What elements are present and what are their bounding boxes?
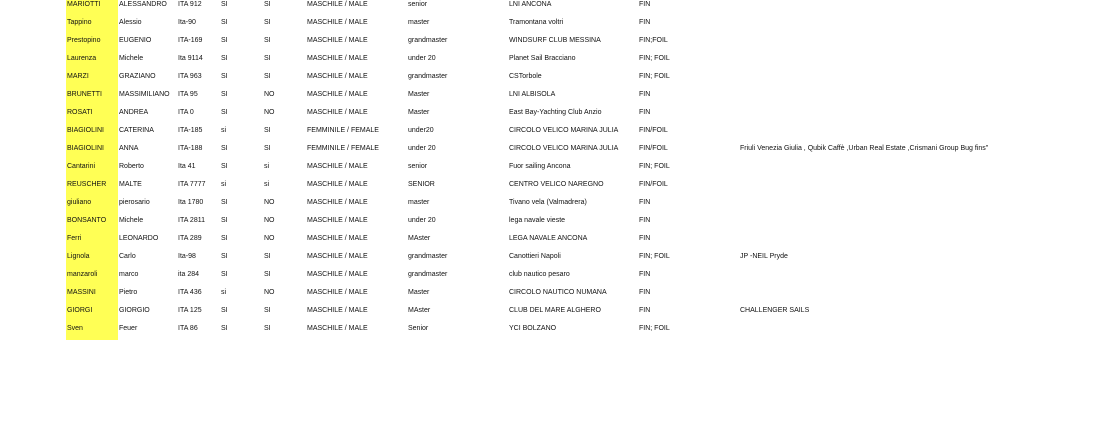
table-row xyxy=(0,304,1110,322)
first-name-cell: EUGENIO xyxy=(119,37,152,44)
table-row xyxy=(0,322,1110,340)
flag-b-cell: si xyxy=(264,181,270,188)
category-cell: under20 xyxy=(408,127,434,134)
first-name-cell: Feuer xyxy=(119,325,138,332)
first-name-cell: pierosario xyxy=(119,199,150,206)
flag-b-cell: NO xyxy=(264,289,275,296)
gender-cell: MASCHILE / MALE xyxy=(307,163,368,170)
sail-number-cell: ITA 0 xyxy=(178,109,194,116)
gender-cell: MASCHILE / MALE xyxy=(307,181,368,188)
surname-cell: MARIOTTI xyxy=(66,0,118,16)
discipline-cell: FIN/FOIL xyxy=(639,181,668,188)
table-row xyxy=(0,178,1110,196)
flag-a-cell: SI xyxy=(221,109,228,116)
club-cell: LEGA NAVALE ANCONA xyxy=(509,235,588,242)
club-cell: CLUB DEL MARE ALGHERO xyxy=(509,307,601,314)
sail-number-cell: Ita-90 xyxy=(178,19,196,26)
table-row xyxy=(0,250,1110,268)
club-cell: Tramontana voltri xyxy=(509,19,564,26)
surname-cell: BIAGIOLINI xyxy=(66,142,118,160)
sail-number-cell: ITA-185 xyxy=(178,127,203,134)
discipline-cell: FIN xyxy=(639,235,651,242)
category-cell: Master xyxy=(408,109,430,116)
first-name-cell: Roberto xyxy=(119,163,144,170)
flag-b-cell: NO xyxy=(264,235,275,242)
table-row xyxy=(0,142,1110,160)
discipline-cell: FIN xyxy=(639,19,651,26)
discipline-cell: FIN xyxy=(639,109,651,116)
table-row xyxy=(0,124,1110,142)
discipline-cell: FIN xyxy=(639,271,651,278)
flag-a-cell: SI xyxy=(221,55,228,62)
club-cell: CENTRO VELICO NAREGNO xyxy=(509,181,604,188)
flag-b-cell: si xyxy=(264,163,270,170)
category-cell: master xyxy=(408,199,430,206)
club-cell: CSTorbole xyxy=(509,73,542,80)
first-name-cell: Alessio xyxy=(119,19,142,26)
gender-cell: FEMMINILE / FEMALE xyxy=(307,127,379,134)
flag-a-cell: SI xyxy=(221,217,228,224)
first-name-cell: CATERINA xyxy=(119,127,154,134)
flag-b-cell: SI xyxy=(264,37,271,44)
flag-b-cell: SI xyxy=(264,145,271,152)
surname-cell: Prestopino xyxy=(66,34,118,52)
sail-number-cell: ITA 289 xyxy=(178,235,202,242)
sponsor-cell: JP -NEIL Pryde xyxy=(740,253,788,260)
sail-number-cell: Ita 1780 xyxy=(178,199,204,206)
table-row xyxy=(0,268,1110,286)
discipline-cell: FIN xyxy=(639,217,651,224)
club-cell: East Bay-Yachting Club Anzio xyxy=(509,109,602,116)
gender-cell: MASCHILE / MALE xyxy=(307,307,368,314)
sail-number-cell: ITA 125 xyxy=(178,307,202,314)
flag-a-cell: SI xyxy=(221,235,228,242)
category-cell: master xyxy=(408,19,430,26)
club-cell: Tivano vela (Valmadrera) xyxy=(509,199,587,206)
gender-cell: MASCHILE / MALE xyxy=(307,73,368,80)
first-name-cell: Michele xyxy=(119,217,144,224)
gender-cell: MASCHILE / MALE xyxy=(307,325,368,332)
surname-cell: REUSCHER xyxy=(66,178,118,196)
flag-a-cell: SI xyxy=(221,307,228,314)
table-row xyxy=(0,196,1110,214)
flag-a-cell: SI xyxy=(221,37,228,44)
surname-cell: GIORGI xyxy=(66,304,118,322)
discipline-cell: FIN;FOIL xyxy=(639,37,668,44)
flag-a-cell: SI xyxy=(221,271,228,278)
gender-cell: FEMMINILE / FEMALE xyxy=(307,145,379,152)
table-row xyxy=(0,106,1110,124)
flag-b-cell: SI xyxy=(264,307,271,314)
gender-cell: MASCHILE / MALE xyxy=(307,289,368,296)
table-row xyxy=(0,232,1110,250)
flag-b-cell: SI xyxy=(264,253,271,260)
discipline-cell: FIN xyxy=(639,1,651,8)
discipline-cell: FIN xyxy=(639,199,651,206)
sail-number-cell: ITA 7777 xyxy=(178,181,206,188)
first-name-cell: GRAZIANO xyxy=(119,73,156,80)
category-cell: grandmaster xyxy=(408,73,448,80)
table-row xyxy=(0,34,1110,52)
category-cell: under 20 xyxy=(408,145,436,152)
surname-cell: giuliano xyxy=(66,196,118,214)
category-cell: Senior xyxy=(408,325,429,332)
surname-cell: Laurenza xyxy=(66,52,118,70)
category-cell: MAster xyxy=(408,307,431,314)
gender-cell: MASCHILE / MALE xyxy=(307,109,368,116)
sail-number-cell: ITA-169 xyxy=(178,37,203,44)
first-name-cell: Carlo xyxy=(119,253,136,260)
sail-number-cell: ITA 963 xyxy=(178,73,202,80)
surname-cell: BRUNETTI xyxy=(66,88,118,106)
discipline-cell: FIN/FOIL xyxy=(639,127,668,134)
gender-cell: MASCHILE / MALE xyxy=(307,235,368,242)
club-cell: LNI ANCONA xyxy=(509,1,552,8)
category-cell: grandmaster xyxy=(408,37,448,44)
surname-cell: Lignola xyxy=(66,250,118,268)
flag-b-cell: SI xyxy=(264,325,271,332)
gender-cell: MASCHILE / MALE xyxy=(307,271,368,278)
flag-a-cell: SI xyxy=(221,145,228,152)
club-cell: CIRCOLO VELICO MARINA JULIA xyxy=(509,127,619,134)
category-cell: senior xyxy=(408,163,428,170)
flag-b-cell: NO xyxy=(264,217,275,224)
flag-a-cell: SI xyxy=(221,325,228,332)
flag-a-cell: SI xyxy=(221,91,228,98)
sponsor-cell: Friuli Venezia Giulia , Qubik Caffè ,Urban Real Estate ,Crismani Group Bug fins" xyxy=(740,145,989,152)
sponsor-cell: CHALLENGER SAILS xyxy=(740,307,810,314)
table-row xyxy=(0,16,1110,34)
surname-cell: Sven xyxy=(66,322,118,340)
flag-b-cell: SI xyxy=(264,73,271,80)
first-name-cell: GIORGIO xyxy=(119,307,150,314)
flag-a-cell: SI xyxy=(221,73,228,80)
sail-number-cell: ITA 2811 xyxy=(178,217,205,224)
flag-a-cell: SI xyxy=(221,19,228,26)
surname-cell: BIAGIOLINI xyxy=(66,124,118,142)
flag-b-cell: SI xyxy=(264,271,271,278)
gender-cell: MASCHILE / MALE xyxy=(307,253,368,260)
flag-a-cell: si xyxy=(221,181,227,188)
flag-a-cell: SI xyxy=(221,163,228,170)
first-name-cell: LEONARDO xyxy=(119,235,159,242)
club-cell: Planet Sail Bracciano xyxy=(509,55,576,62)
gender-cell: MASCHILE / MALE xyxy=(307,199,368,206)
flag-b-cell: NO xyxy=(264,109,275,116)
table-row xyxy=(0,286,1110,304)
sail-number-cell: Ita-98 xyxy=(178,253,196,260)
club-cell: CIRCOLO NAUTICO NUMANA xyxy=(509,289,607,296)
gender-cell: MASCHILE / MALE xyxy=(307,55,368,62)
flag-b-cell: SI xyxy=(264,127,271,134)
surname-cell: Ferri xyxy=(66,232,118,250)
first-name-cell: marco xyxy=(119,271,139,278)
sail-number-cell: Ita 9114 xyxy=(178,55,203,62)
club-cell: LNI ALBISOLA xyxy=(509,91,556,98)
first-name-cell: ALESSANDRO xyxy=(119,1,167,8)
sail-number-cell: ITA-188 xyxy=(178,145,203,152)
discipline-cell: FIN xyxy=(639,91,651,98)
category-cell: under 20 xyxy=(408,55,436,62)
gender-cell: MASCHILE / MALE xyxy=(307,37,368,44)
flag-b-cell: SI xyxy=(264,19,271,26)
discipline-cell: FIN; FOIL xyxy=(639,253,670,260)
first-name-cell: ANNA xyxy=(119,145,139,152)
surname-cell: manzaroli xyxy=(66,268,118,286)
flag-a-cell: SI xyxy=(221,253,228,260)
surname-cell: BONSANTO xyxy=(66,214,118,232)
category-cell: Master xyxy=(408,91,430,98)
club-cell: club nautico pesaro xyxy=(509,271,570,278)
surname-cell: MASSINI xyxy=(66,286,118,304)
surname-cell: MARZI xyxy=(66,70,118,88)
club-cell: lega navale vieste xyxy=(509,217,566,224)
gender-cell: MASCHILE / MALE xyxy=(307,19,368,26)
category-cell: under 20 xyxy=(408,217,436,224)
flag-a-cell: SI xyxy=(221,1,228,8)
first-name-cell: Michele xyxy=(119,55,144,62)
discipline-cell: FIN; FOIL xyxy=(639,163,670,170)
discipline-cell: FIN; FOIL xyxy=(639,55,670,62)
flag-b-cell: SI xyxy=(264,55,271,62)
table-row xyxy=(0,160,1110,178)
flag-b-cell: NO xyxy=(264,91,275,98)
discipline-cell: FIN/FOIL xyxy=(639,145,668,152)
discipline-cell: FIN; FOIL xyxy=(639,325,670,332)
category-cell: SENIOR xyxy=(408,181,435,188)
club-cell: YCI BOLZANO xyxy=(509,325,557,332)
flag-a-cell: si xyxy=(221,289,227,296)
club-cell: WINDSURF CLUB MESSINA xyxy=(509,37,601,44)
first-name-cell: ANDREA xyxy=(119,109,149,116)
gender-cell: MASCHILE / MALE xyxy=(307,217,368,224)
discipline-cell: FIN; FOIL xyxy=(639,73,670,80)
table-row xyxy=(0,70,1110,88)
sail-number-cell: ITA 436 xyxy=(178,289,202,296)
category-cell: grandmaster xyxy=(408,271,448,278)
surname-cell: ROSATI xyxy=(66,106,118,124)
first-name-cell: MALTE xyxy=(119,181,142,188)
flag-b-cell: SI xyxy=(264,1,271,8)
category-cell: grandmaster xyxy=(408,253,448,260)
club-cell: Canottieri Napoli xyxy=(509,253,561,260)
flag-a-cell: SI xyxy=(221,199,228,206)
category-cell: Master xyxy=(408,289,430,296)
category-cell: senior xyxy=(408,1,428,8)
flag-a-cell: si xyxy=(221,127,227,134)
club-cell: CIRCOLO VELICO MARINA JULIA xyxy=(509,145,619,152)
table-row xyxy=(0,0,1110,16)
gender-cell: MASCHILE / MALE xyxy=(307,1,368,8)
table-row xyxy=(0,88,1110,106)
table-row xyxy=(0,214,1110,232)
sail-number-cell: ITA 95 xyxy=(178,91,198,98)
flag-b-cell: NO xyxy=(264,199,275,206)
surname-cell: Cantarini xyxy=(66,160,118,178)
discipline-cell: FIN xyxy=(639,307,651,314)
first-name-cell: MASSIMILIANO xyxy=(119,91,170,98)
sail-number-cell: ita 284 xyxy=(178,271,200,278)
sail-number-cell: ITA 86 xyxy=(178,325,198,332)
gender-cell: MASCHILE / MALE xyxy=(307,91,368,98)
sail-number-cell: ITA 912 xyxy=(178,1,202,8)
discipline-cell: FIN xyxy=(639,289,651,296)
surname-cell: Tappino xyxy=(66,16,118,34)
table-row xyxy=(0,52,1110,70)
first-name-cell: Pietro xyxy=(119,289,138,296)
sail-number-cell: Ita 41 xyxy=(178,163,196,170)
category-cell: MAster xyxy=(408,235,431,242)
club-cell: Fuor sailing Ancona xyxy=(509,163,571,170)
